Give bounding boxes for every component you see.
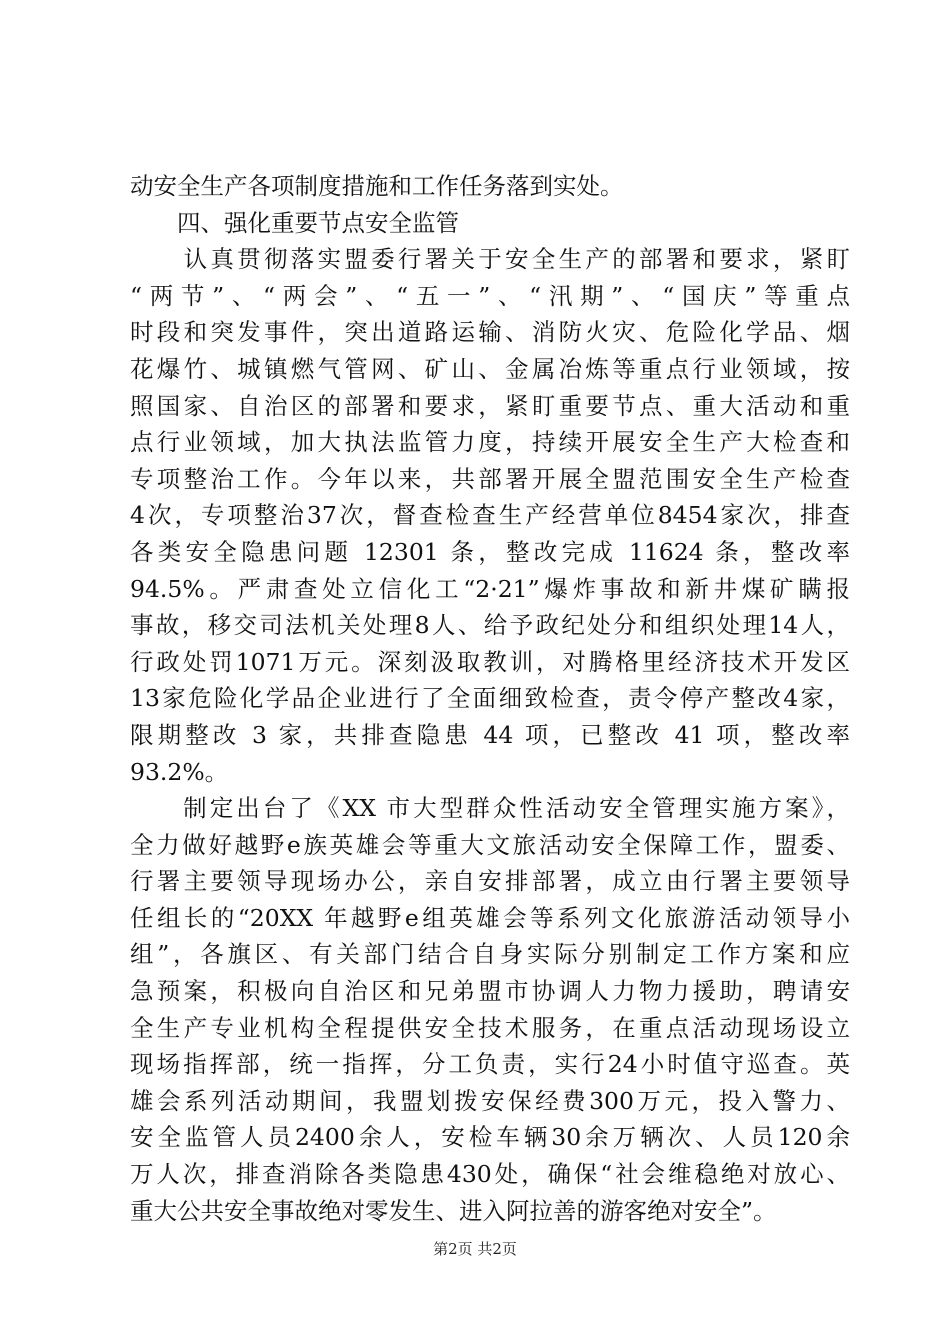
text-line: 各类安全隐患问题 12301 条，整改完成 11624 条，整改率 [130, 537, 850, 566]
text-line: 组”，各旗区、有关部门结合自身实际分别制定工作方案和应 [130, 940, 850, 969]
text-line: 行署主要领导现场办公，亲自安排部署，成立由行署主要领导 [130, 867, 850, 896]
text-line: 时段和突发事件，突出道路运输、消防火灾、危险化学品、烟 [130, 318, 850, 347]
text-line: 雄会系列活动期间，我盟划拨安保经费300万元，投入警力、 [130, 1086, 850, 1115]
text-line: “两节”、“两会”、“五一”、“汛期”、“国庆”等重点 [130, 281, 850, 310]
text-line: 照国家、自治区的部署和要求，紧盯重要节点、重大活动和重 [130, 391, 850, 420]
text-line: 行政处罚1071万元。深刻汲取教训，对腾格里经济技术开发区 [130, 647, 850, 676]
text-line: 93.2%。 [130, 757, 229, 786]
text-line: 急预案，积极向自治区和兄弟盟市协调人力物力援助，聘请安 [130, 977, 850, 1006]
text-line: 事故，移交司法机关处理8人、给予政纪处分和组织处理14人， [130, 611, 850, 640]
text-line: 认真贯彻落实盟委行署关于安全生产的部署和要求，紧盯 [130, 245, 850, 274]
text-line: 13家危险化学品企业进行了全面细致检查，责令停产整改4家， [130, 684, 850, 713]
text-line: 花爆竹、城镇燃气管网、矿山、金属冶炼等重点行业领域，按 [130, 354, 850, 383]
text-line: 任组长的“20XX 年越野e组英雄会等系列文化旅游活动领导小 [130, 903, 850, 932]
page-footer: 第2页 共2页 [433, 1240, 517, 1258]
text-line: 点行业领域，加大执法监管力度，持续开展安全生产大检查和 [130, 428, 850, 457]
text-line: 动安全生产各项制度措施和工作任务落到实处。 [130, 172, 624, 200]
text-line: 全生产专业机构全程提供安全技术服务，在重点活动现场设立 [130, 1013, 850, 1042]
text-line: 安全监管人员2400余人，安检车辆30余万辆次、人员120余 [130, 1123, 850, 1152]
text-line: 现场指挥部，统一指挥，分工负责，实行24小时值守巡查。英 [130, 1050, 850, 1079]
text-line: 4次，专项整治37次，督查检查生产经营单位8454家次，排查 [130, 501, 850, 530]
text-line: 94.5%。严肃查处立信化工“2·21”爆炸事故和新井煤矿瞒报 [130, 574, 850, 603]
text-line: 全力做好越野e族英雄会等重大文旅活动安全保障工作，盟委、 [130, 830, 850, 859]
text-line: 四、强化重要节点安全监管 [130, 208, 459, 237]
text-line: 重大公共安全事故绝对零发生、进入阿拉善的游客绝对安全”。 [130, 1196, 777, 1225]
text-line: 万人次，排查消除各类隐患430处，确保“社会维稳绝对放心、 [130, 1160, 850, 1189]
text-line: 专项整治工作。今年以来，共部署开展全盟范围安全生产检查 [130, 464, 850, 493]
text-line: 制定出台了《XX 市大型群众性活动安全管理实施方案》， [130, 794, 850, 823]
body-text [130, 168, 850, 1229]
text-line: 限期整改 3 家，共排查隐患 44 项，已整改 41 项，整改率 [130, 720, 850, 749]
